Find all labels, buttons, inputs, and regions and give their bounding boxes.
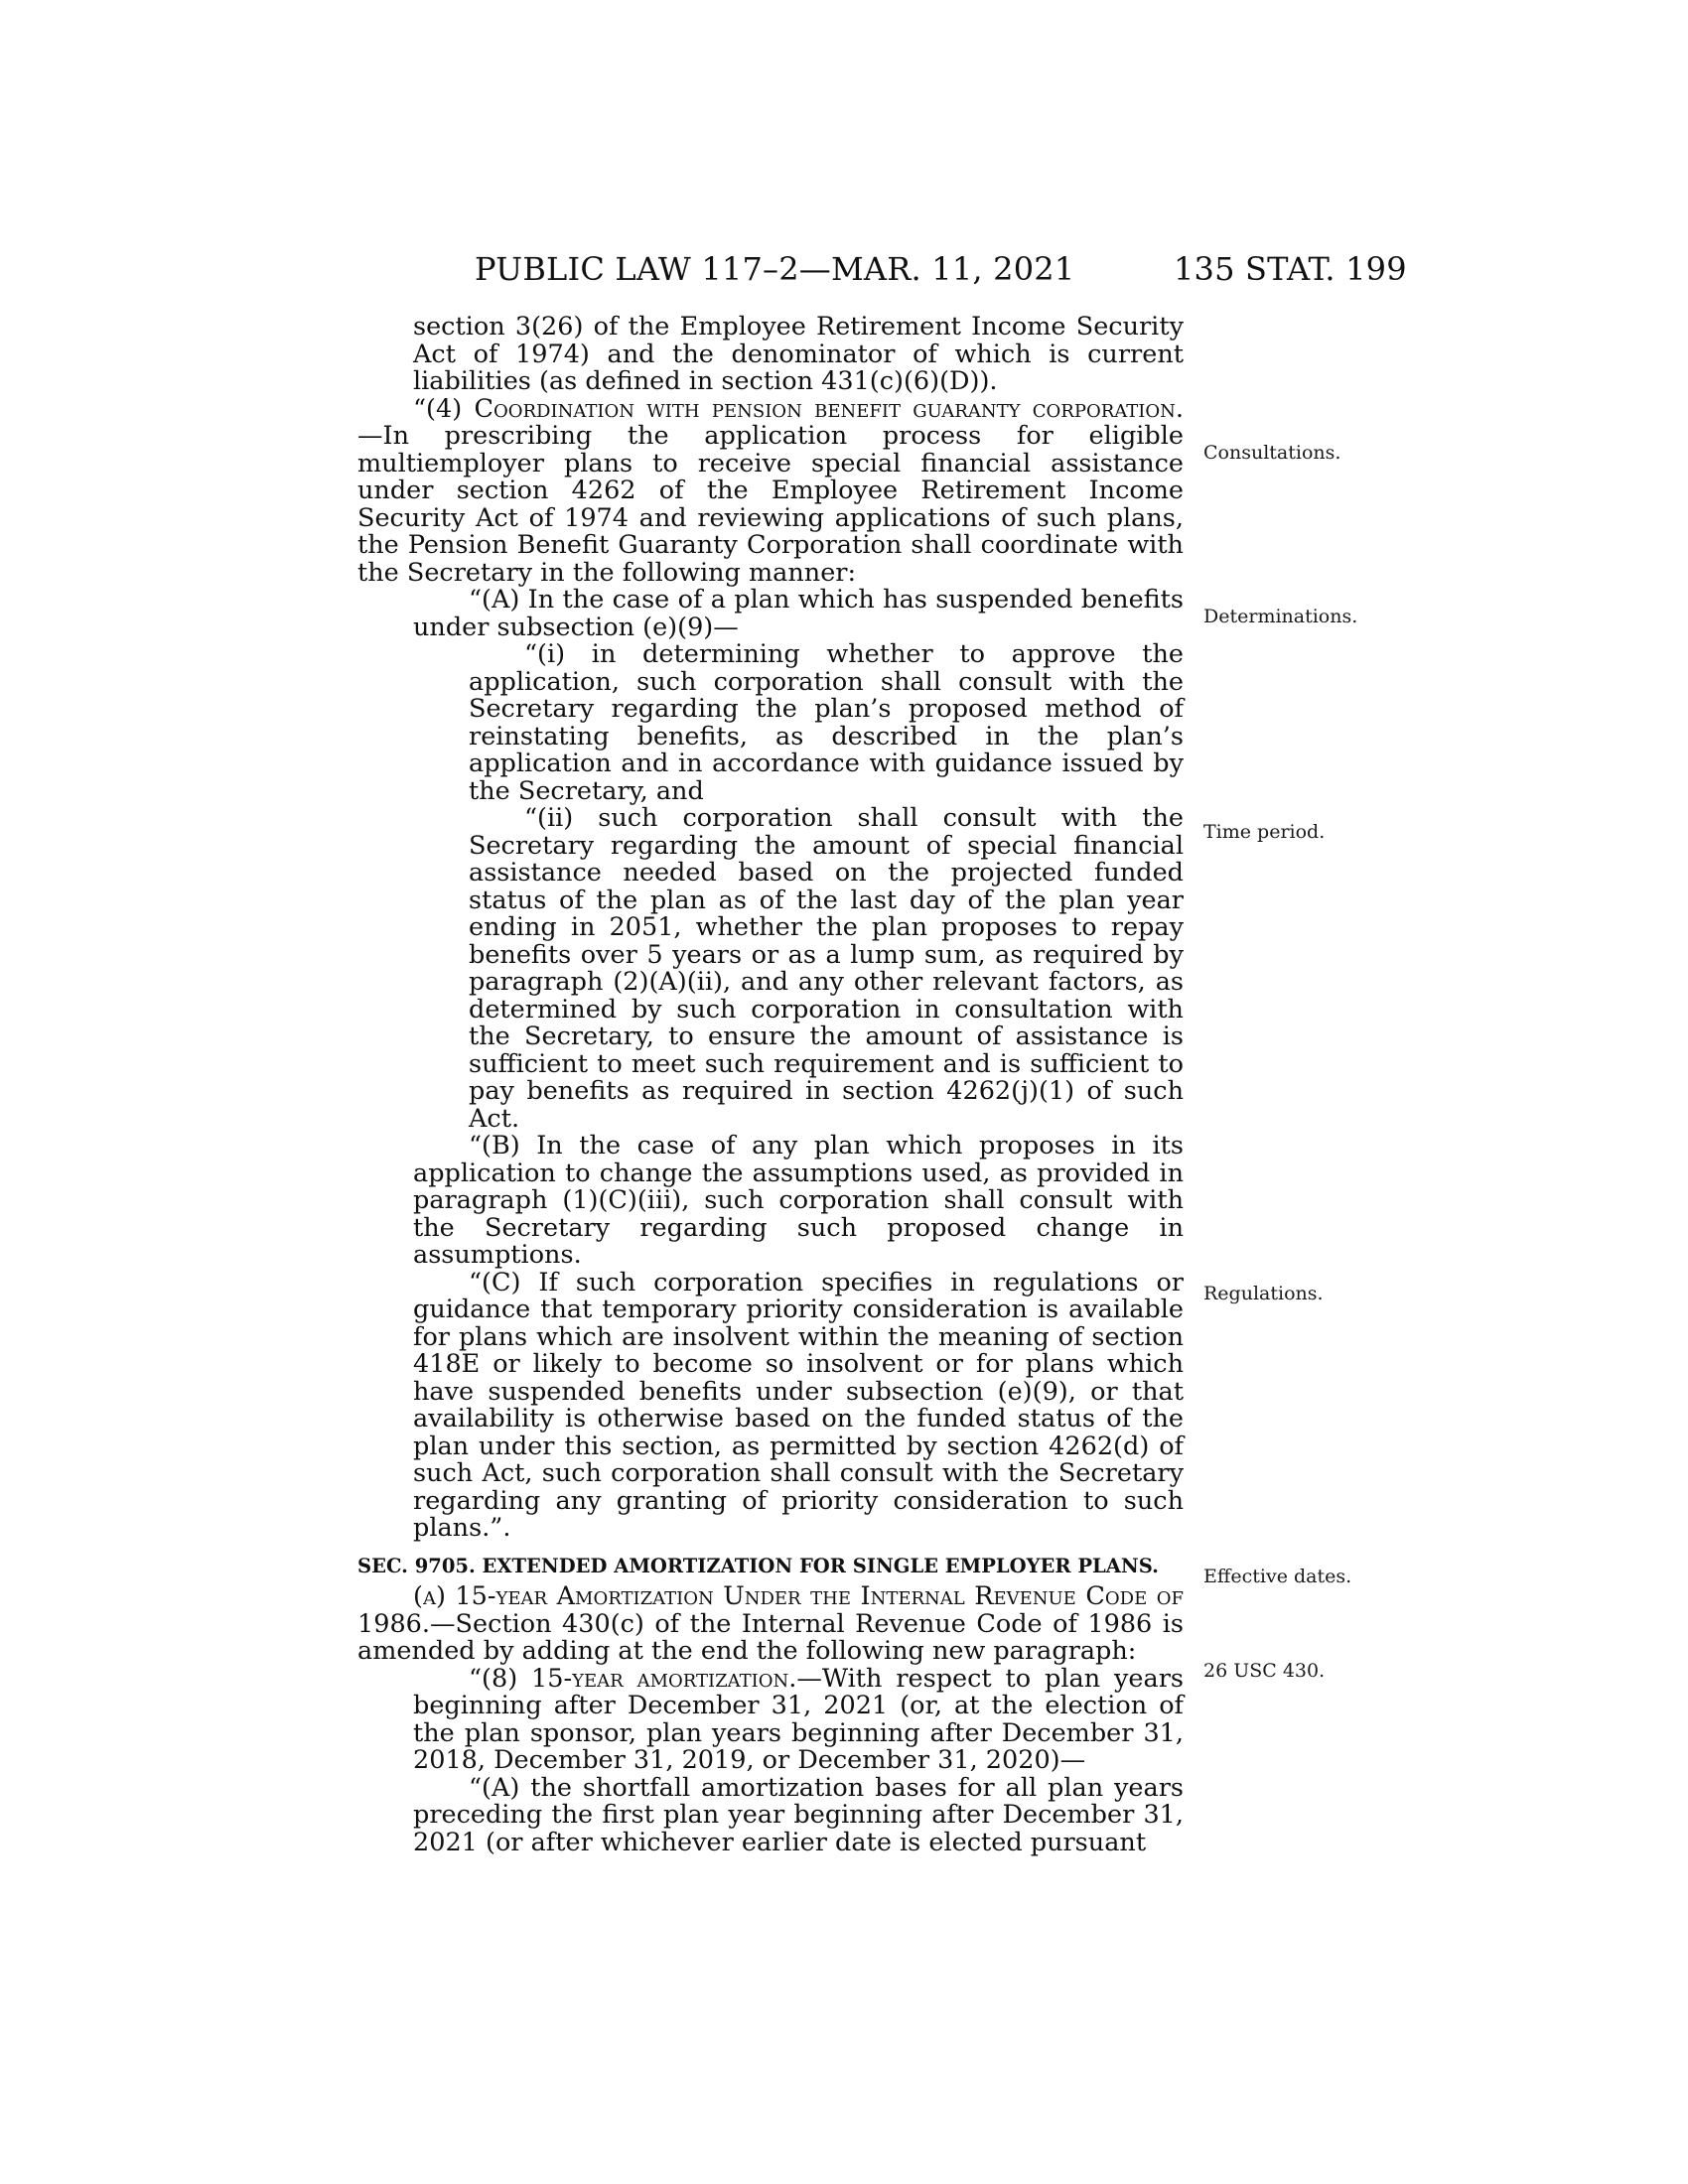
subparagraph-A: “(A) In the case of a plan which has suspended benefits under subsection (e)(9)— [413, 585, 1184, 642]
subsection-a-text: —Section 430(c) of the Internal Revenue Code of 1986 is amended by adding at the end the following new paragraph: [357, 1608, 1184, 1666]
running-header-title: PUBLIC LAW 117–2—MAR. 11, 2021 [475, 250, 1075, 288]
section-heading: SEC. 9705. EXTENDED AMORTIZATION FOR SINGLE EMPLOYER PLANS. [357, 1554, 1159, 1577]
running-header-page: 135 STAT. 199 [1174, 250, 1407, 288]
paragraph-8-heading: “(8) 15-year amortization. [469, 1663, 797, 1694]
subparagraph-C: “(C) If such corporation specifies in regulations or guidance that temporary priority consideration is available for plans which are insolvent within the meaning of section 418E or likely to become so insolvent or for plans which have suspended benefits under subsection (e)(9), or that availability is otherwise based on the funded status of the plan under this section, as permitted by section 4262(d) of such Act, such corporation shall consult with the Secretary regarding any granting of priority consideration to such plans.”. [413, 1267, 1184, 1543]
subsection-a [357, 1583, 1184, 1666]
paragraph-continuation: section 3(26) of the Employee Retirement Income Security Act of 1974) and the denominator of which is current liabilities (as defined in section 431(c)(6)(D)). [413, 312, 1184, 396]
margin-note-consultations: Consultations. [1203, 442, 1341, 464]
paragraph-8 [357, 1663, 1184, 1775]
clause-ii: “(ii) such corporation shall consult with the Secretary regarding the amount of special financial assistance needed based on the projected funded status of the plan as of the last day of the plan year ending in 2051, whether the plan proposes to repay benefits over 5 years or as a lump sum, as required by paragraph (2)(A)(ii), and any other relevant factors, as determined by such corporation in consultation with the Secretary, to ensure the amount of assistance is sufficient to meet such requirement and is sufficient to pay benefits as required in section 4262(j)(1) of such Act. [469, 803, 1184, 1134]
paragraph-8-subparagraph-A: “(A) the shortfall amortization bases for all plan years preceding the first plan year beginning after December 31, 2021 (or after whichever earlier date is elected pursuant [413, 1772, 1184, 1857]
margin-note-regulations: Regulations. [1203, 1283, 1324, 1304]
paragraph-4 [357, 393, 1184, 588]
paragraph-8-text: —With respect to plan years beginning after December 31, 2021 (or, at the election of the plan sponsor, plan years beginning after December 31, 2018, December 31, 2019, or December 31, 2020)— [413, 1663, 1184, 1775]
margin-note-effective-dates: Effective dates. [1203, 1566, 1352, 1587]
clause-i: “(i) in determining whether to approve the application, such corporation shall consult with the Secretary regarding the plan’s proposed method of reinstating benefits, as described in the plan’s application and in accordance with guidance issued by the Secretary, and [469, 639, 1184, 806]
subparagraph-B: “(B) In the case of any plan which proposes in its application to change the assumptions used, as provided in paragraph (1)(C)(iii), such corporation shall consult with the Secretary regarding such proposed change in assumptions. [413, 1131, 1184, 1270]
statute-body [357, 314, 1184, 1856]
margin-note-time-period: Time period. [1203, 821, 1326, 843]
paragraph-4-heading: “(4) Coordination with pension benefit guaranty corporation. [413, 393, 1184, 424]
paragraph-4-text: —In prescribing the application process for eligible multiemployer plans to receive special financial assistance under section 4262 of the Employee Retirement Income Security Act of 1974 and reviewing applications of such plans, the Pension Benefit Guaranty Corporation shall coordinate with the Secretary in the following manner: [357, 421, 1184, 588]
subsection-a-heading: (a) 15-year Amortization Under the Internal Revenue Code of 1986. [357, 1581, 1184, 1639]
margin-note-determinations: Determinations. [1203, 606, 1358, 627]
margin-note-usc: 26 USC 430. [1203, 1660, 1326, 1682]
